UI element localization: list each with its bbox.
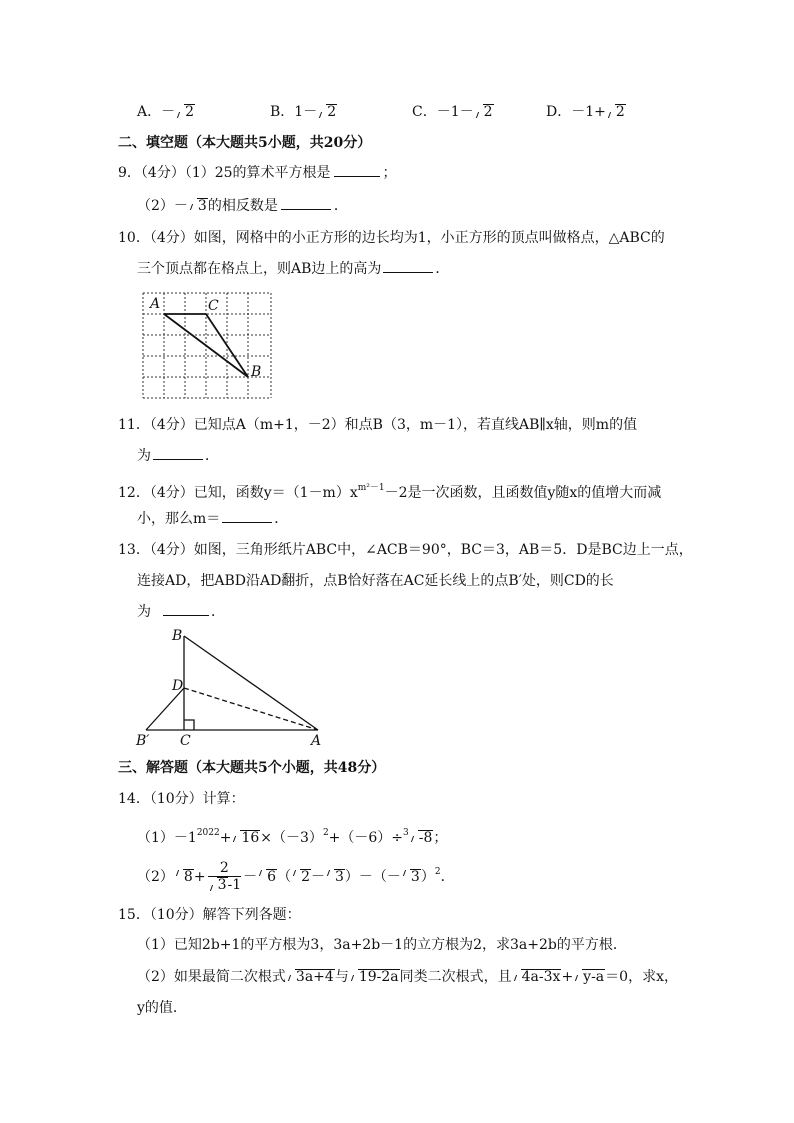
q15-part-2: （2）如果最简二次根式 3a+4与 19-2a同类二次根式，且 4a-3x+ y-a＝0，求x， — [137, 969, 678, 985]
q13-label-d: D — [172, 678, 184, 694]
q9-line-1: 9．（4分）（1）25的算术平方根是 ； — [118, 165, 397, 181]
q14-title: 14．（10分）计算： — [118, 791, 245, 807]
segment-bpd — [146, 688, 184, 730]
section-2-title: 二、填空题（本大题共5小题，共20分） — [118, 135, 372, 151]
q15-part-2-cont: y的值． — [137, 1000, 187, 1016]
fraction: $\frac{2}{3-1}$ — [208, 861, 242, 893]
q11-line-1: 11．（4分）已知点A（m+1，－2）和点B（3，m－1），若直线AB∥x轴，则m的值 — [118, 417, 638, 433]
q10-line-2: 三个顶点都在格点上，则AB边上的高为 ． — [137, 261, 450, 277]
q13-triangle-figure — [140, 628, 330, 738]
answer-blank — [222, 510, 272, 523]
answer-blank — [163, 603, 209, 616]
q13-line-3: 为 ． — [137, 604, 225, 620]
answer-blank — [383, 260, 433, 273]
q8-option-b: B．1－ 2 — [270, 104, 337, 120]
q10-label-a: A — [150, 296, 161, 312]
section-3-title: 三、解答题（本大题共5个小题，共48分） — [118, 760, 386, 776]
q9-line-2: （2）－ 3的相反数是 ． — [137, 198, 348, 214]
answer-blank — [334, 164, 380, 177]
q13-label-a: A — [311, 733, 322, 749]
q13-label-b: B — [172, 628, 183, 644]
segment-ab — [164, 314, 248, 377]
segment-ba — [184, 636, 318, 730]
q13-line-2: 连接AD，把ABD沿AD翻折，点B恰好落在AC延长线上的点B′处，则CD的长 — [137, 573, 614, 589]
q8-option-a: A．－ 2 — [137, 104, 195, 120]
q10-label-c: C — [208, 298, 219, 314]
q13-line-1: 13．（4分）如图，三角形纸片ABC中，∠ACB＝90°，BC＝3，AB＝5．D是BC边上一点， — [118, 542, 693, 558]
q10-line-1: 10．（4分）如图，网格中的小正方形的边长均为1，小正方形的顶点叫做格点，△ABC的 — [118, 230, 665, 246]
answer-blank — [153, 447, 203, 460]
q15-part-1: （1）已知2b+1的平方根为3，3a+2b－1的立方根为2，求3a+2b的平方根． — [137, 937, 627, 953]
q12-line-2: 小，那么m＝ ． — [137, 511, 289, 527]
q14-part-1: $(1)-1^{2022}+ 16\times(-3)^2+(-6)\div^3$ -8； — [137, 828, 448, 846]
q13-label-c: C — [180, 733, 191, 749]
q12-line-1: 12．（4分）已知，函数$y=(1-m)x^{m^2-1}-2$是一次函数，且函数值y随x的值增大而减 — [118, 483, 662, 501]
q14-part-2: （2） 8+ $\frac{2}{3-1}$ － 6（ $2- 3)-(- 3)^2$． — [137, 860, 455, 893]
answer-blank — [281, 197, 331, 210]
q10-label-b: B — [251, 364, 262, 380]
q11-line-2: 为 ． — [137, 448, 219, 464]
q15-title: 15．（10分）解答下列各题： — [118, 907, 301, 923]
right-angle-mark — [184, 720, 194, 730]
segment-cb — [206, 314, 248, 377]
q8-option-c: C．－1－ 2 — [412, 104, 493, 120]
q8-option-d: D．－1+ 2 — [546, 104, 625, 120]
q13-label-bprime: B′ — [136, 733, 150, 749]
segment-da — [184, 688, 318, 730]
